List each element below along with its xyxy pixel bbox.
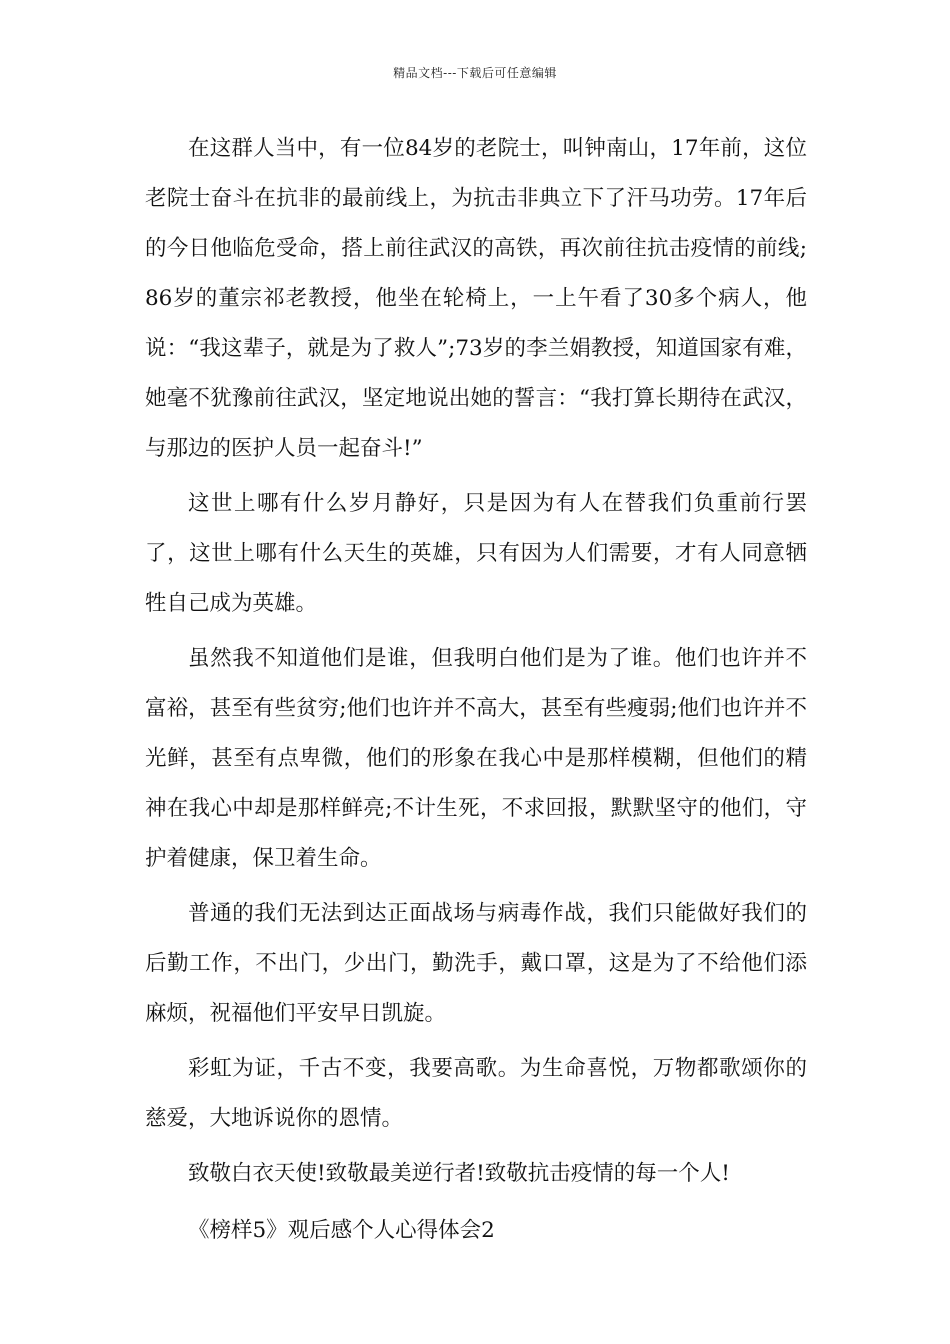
page-header: 精品文档---下载后可任意编辑 bbox=[393, 66, 557, 80]
paragraph-rainbow: 彩虹为证，千古不变，我要高歌。为生命喜悦，万物都歌颂你的慈爱，大地诉说你的恩情。 bbox=[145, 1056, 807, 1131]
paragraph-stay-home: 普通的我们无法到达正面战场与病毒作战，我们只能做好我们的后勤工作，不出门，少出门，勤洗手，戴口罩，这是为了不给他们添麻烦，祝福他们平安早日凯旋。 bbox=[145, 901, 807, 1026]
paragraph-heroes: 在这群人当中，有一位84岁的老院士，叫钟南山，17年前，这位老院士奋斗在抗非的最前线上，为抗击非典立下了汗马功劳。17年后的今日他临危受命，搭上前往武汉的高铁，再次前往抗击疫情的前线;86岁的董宗祁老教授，他坐在轮椅上，一上午看了30多个病人，他说：“我这辈子，就是为了救人”;73岁的李兰娟教授，知道国家有难，她毫不犹豫前往武汉，坚定地说出她的誓言：“我打算长期待在武汉，与那边的医护人员一起奋斗!” bbox=[145, 136, 807, 461]
section-subtitle: 《榜样5》观后感个人心得体会2 bbox=[188, 1218, 495, 1243]
document-body bbox=[145, 124, 807, 1261]
paragraph-unknown-heroes: 虽然我不知道他们是谁，但我明白他们是为了谁。他们也许并不富裕，甚至有些贫穷;他们也许并不高大，甚至有些瘦弱;他们也许并不光鲜，甚至有点卑微，他们的形象在我心中是那样模糊，但他们的精神在我心中却是那样鲜亮;不计生死，不求回报，默默坚守的他们，守护着健康，保卫着生命。 bbox=[145, 646, 807, 871]
paragraph-burden: 这世上哪有什么岁月静好，只是因为有人在替我们负重前行罢了，这世上哪有什么天生的英雄，只有因为人们需要，才有人同意牺牲自己成为英雄。 bbox=[145, 491, 807, 616]
paragraph-salute: 致敬白衣天使!致敬最美逆行者!致敬抗击疫情的每一个人! bbox=[188, 1161, 730, 1186]
